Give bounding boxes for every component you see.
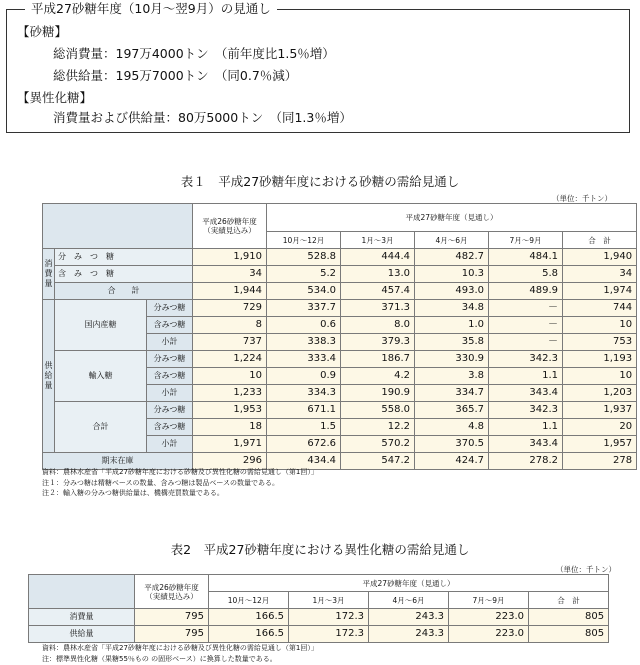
- summary-box: [6, 1, 630, 133]
- table2-header-prev: 平成26砂糖年度 （実績見込み）: [135, 575, 209, 609]
- row-label: 含みつ糖: [147, 317, 193, 334]
- summary-title: 平成27砂糖年度（10月～翌9月）の見通し: [25, 1, 277, 17]
- row-label: 含 み つ 糖: [55, 266, 193, 283]
- table2-period: 10月～12月: [209, 592, 289, 609]
- value-cell: 805: [529, 609, 609, 626]
- value-cell: 1,937: [563, 402, 637, 419]
- value-cell: 365.7: [415, 402, 489, 419]
- value-cell: 737: [193, 334, 267, 351]
- row-label: 供給量: [29, 626, 135, 643]
- value-cell: 343.4: [489, 385, 563, 402]
- value-cell: 278: [563, 453, 637, 470]
- table-row: [43, 300, 637, 317]
- value-cell: 342.3: [489, 402, 563, 419]
- row-label: 分 み つ 糖: [55, 249, 193, 266]
- value-cell: 379.3: [341, 334, 415, 351]
- value-cell: －: [489, 317, 563, 334]
- note-line: 資料：農林水産省「平成27砂糖年度における砂糖及び異性化糖の需給見通し（第1回）」: [42, 468, 318, 476]
- value-cell: 330.9: [415, 351, 489, 368]
- value-cell: 166.5: [209, 609, 289, 626]
- value-cell: 558.0: [341, 402, 415, 419]
- table-row: [43, 249, 637, 266]
- table1-period: 4月～6月: [415, 232, 489, 249]
- table2-period: 合 計: [529, 592, 609, 609]
- table1-corner: [43, 204, 193, 249]
- table1-period: 7月～9月: [489, 232, 563, 249]
- value-cell: 729: [193, 300, 267, 317]
- value-cell: 334.7: [415, 385, 489, 402]
- value-cell: 1.5: [267, 419, 341, 436]
- table1-caption: 表１ 平成27砂糖年度における砂糖の需給見通し: [180, 174, 460, 189]
- value-cell: 1.1: [489, 368, 563, 385]
- row-label: 分みつ糖: [147, 300, 193, 317]
- value-cell: 1,957: [563, 436, 637, 453]
- group-label: 合計: [55, 402, 147, 453]
- table-row: [43, 351, 637, 368]
- value-cell: 795: [135, 626, 209, 643]
- value-cell: 371.3: [341, 300, 415, 317]
- value-cell: 570.2: [341, 436, 415, 453]
- value-cell: 18: [193, 419, 267, 436]
- value-cell: 10: [563, 368, 637, 385]
- value-cell: 333.4: [267, 351, 341, 368]
- value-cell: 338.3: [267, 334, 341, 351]
- end-stock-label: 期末在庫: [43, 453, 193, 470]
- value-cell: 1,974: [563, 283, 637, 300]
- value-cell: 243.3: [369, 609, 449, 626]
- value-cell: 434.4: [267, 453, 341, 470]
- value-cell: 334.3: [267, 385, 341, 402]
- value-cell: 672.6: [267, 436, 341, 453]
- table-row: [29, 626, 609, 643]
- value-cell: 337.7: [267, 300, 341, 317]
- note-line: 注１：分みつ糖は精糖ベースの数量、含みつ糖は製品ベースの数量である。: [42, 478, 280, 487]
- value-cell: 172.3: [289, 609, 369, 626]
- table1-period: 合 計: [563, 232, 637, 249]
- table2-corner: [29, 575, 135, 609]
- value-cell: 10.3: [415, 266, 489, 283]
- value-cell: 20: [563, 419, 637, 436]
- value-cell: 13.0: [341, 266, 415, 283]
- value-cell: 223.0: [449, 609, 529, 626]
- value-cell: 342.3: [489, 351, 563, 368]
- row-label: 小計: [147, 385, 193, 402]
- table2-period: 7月～9月: [449, 592, 529, 609]
- value-cell: 493.0: [415, 283, 489, 300]
- value-cell: 744: [563, 300, 637, 317]
- value-cell: 278.2: [489, 453, 563, 470]
- value-cell: 489.9: [489, 283, 563, 300]
- value-cell: 424.7: [415, 453, 489, 470]
- value-cell: 343.4: [489, 436, 563, 453]
- row-label: 消費量: [29, 609, 135, 626]
- value-cell: 10: [563, 317, 637, 334]
- table2: [28, 574, 609, 643]
- value-cell: 444.4: [341, 249, 415, 266]
- value-cell: 172.3: [289, 626, 369, 643]
- value-cell: 534.0: [267, 283, 341, 300]
- table-row: [43, 283, 637, 300]
- value-cell: 3.8: [415, 368, 489, 385]
- value-cell: 34: [563, 266, 637, 283]
- value-cell: 795: [135, 609, 209, 626]
- note-line: 資料：農林水産省「平成27砂糖年度における砂糖及び異性化糖の需給見通し（第1回）」: [42, 644, 318, 652]
- value-cell: 370.5: [415, 436, 489, 453]
- value-cell: 1.0: [415, 317, 489, 334]
- value-cell: －: [489, 334, 563, 351]
- sugar-consumption-line: 総消費量：197万4000トン （前年度比1.5％増）: [53, 46, 335, 61]
- value-cell: 1,203: [563, 385, 637, 402]
- value-cell: 671.1: [267, 402, 341, 419]
- row-label: 分みつ糖: [147, 402, 193, 419]
- table-row: [43, 402, 637, 419]
- total-label: 合 計: [55, 283, 193, 300]
- value-cell: 34: [193, 266, 267, 283]
- value-cell: 35.8: [415, 334, 489, 351]
- value-cell: 482.7: [415, 249, 489, 266]
- table1: [42, 203, 637, 470]
- group-label: 国内産糖: [55, 300, 147, 351]
- isomerized-line: 消費量および供給量：80万5000トン （同1.3％増）: [53, 110, 352, 125]
- table1-period: 1月～3月: [341, 232, 415, 249]
- value-cell: 5.8: [489, 266, 563, 283]
- supply-label: 供給量: [43, 300, 55, 453]
- value-cell: 1,193: [563, 351, 637, 368]
- group-label: 輸入糖: [55, 351, 147, 402]
- row-label: 小計: [147, 334, 193, 351]
- value-cell: 0.6: [267, 317, 341, 334]
- value-cell: 484.1: [489, 249, 563, 266]
- value-cell: 166.5: [209, 626, 289, 643]
- table2-header-year: 平成27砂糖年度（見通し）: [209, 575, 609, 592]
- value-cell: 4.8: [415, 419, 489, 436]
- table1-notes: [42, 467, 318, 499]
- value-cell: 5.2: [267, 266, 341, 283]
- sugar-supply-line: 総供給量：195万7000トン （同0.7％減）: [53, 68, 298, 83]
- value-cell: 1,910: [193, 249, 267, 266]
- value-cell: 1,953: [193, 402, 267, 419]
- value-cell: 8: [193, 317, 267, 334]
- table-row: [43, 266, 637, 283]
- isomerized-heading: 【異性化糖】: [17, 90, 93, 105]
- value-cell: 4.2: [341, 368, 415, 385]
- value-cell: 296: [193, 453, 267, 470]
- value-cell: 223.0: [449, 626, 529, 643]
- value-cell: 1,940: [563, 249, 637, 266]
- value-cell: 190.9: [341, 385, 415, 402]
- table2-caption: 表2 平成27砂糖年度における異性化糖の需給見通し: [170, 542, 470, 557]
- consumption-label: 消費量: [43, 249, 55, 300]
- row-label: 含みつ糖: [147, 419, 193, 436]
- value-cell: 1,944: [193, 283, 267, 300]
- value-cell: 1,233: [193, 385, 267, 402]
- value-cell: 186.7: [341, 351, 415, 368]
- value-cell: 547.2: [341, 453, 415, 470]
- value-cell: 10: [193, 368, 267, 385]
- sugar-heading: 【砂糖】: [17, 24, 68, 39]
- table2-period: 1月～3月: [289, 592, 369, 609]
- value-cell: 457.4: [341, 283, 415, 300]
- value-cell: 1,224: [193, 351, 267, 368]
- value-cell: 528.8: [267, 249, 341, 266]
- value-cell: 1,971: [193, 436, 267, 453]
- value-cell: 34.8: [415, 300, 489, 317]
- value-cell: 243.3: [369, 626, 449, 643]
- table2-period: 4月～6月: [369, 592, 449, 609]
- note-line: 注：標準異性化糖（果糖55％もの の固形ベース）に換算した数量である。: [42, 654, 277, 663]
- table2-notes: [42, 643, 318, 664]
- value-cell: 1.1: [489, 419, 563, 436]
- value-cell: 753: [563, 334, 637, 351]
- value-cell: 12.2: [341, 419, 415, 436]
- table1-unit: （単位：千トン）: [552, 194, 612, 203]
- table1-header-year: 平成27砂糖年度（見通し）: [267, 204, 637, 232]
- table1-period: 10月～12月: [267, 232, 341, 249]
- value-cell: 805: [529, 626, 609, 643]
- table2-unit: （単位：千トン）: [556, 565, 616, 574]
- note-line: 注２：輸入糖の分みつ糖供給量は、機構売買数量である。: [42, 489, 224, 497]
- table-row: [29, 609, 609, 626]
- value-cell: 8.0: [341, 317, 415, 334]
- value-cell: －: [489, 300, 563, 317]
- row-label: 含みつ糖: [147, 368, 193, 385]
- row-label: 分みつ糖: [147, 351, 193, 368]
- table1-header-prev: 平成26砂糖年度 （実績見込み）: [193, 204, 267, 249]
- row-label: 小計: [147, 436, 193, 453]
- value-cell: 0.9: [267, 368, 341, 385]
